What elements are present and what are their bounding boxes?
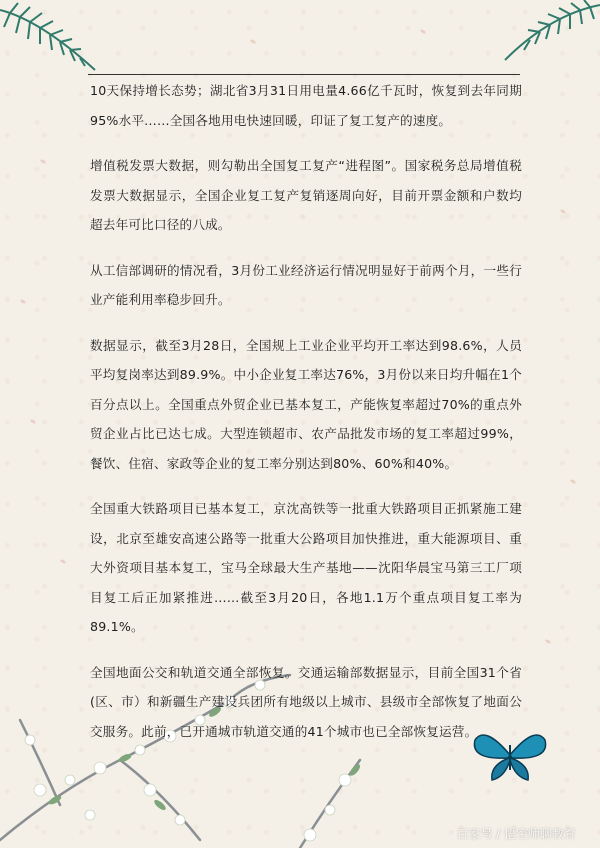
watermark: 百家号 / 悟空师聊教育 [456,827,576,841]
palm-leaf-top-right-icon [490,0,600,70]
paragraph-electricity: 10天保持增长态势；湖北省3月31日用电量4.66亿千瓦时，恢复到去年同期95%水平……全国各地用电快速回暖，印证了复工复产的速度。 [90,83,522,128]
article-body [90,76,522,762]
top-divider-line [88,74,520,75]
paragraph-vat-invoice: 增值税发票大数据，则勾勒出全国复工复产“进程图”。国家税务总局增值税发票大数据显示，全国企业复工复产复销逐周向好，目前开票金额和户数均超去年可比口径的八成。 [90,158,522,232]
paragraph-industry-data: 数据显示，截至3月28日，全国规上工业企业平均开工率达到98.6%，人员平均复岗率达到89.9%。中小企业复工率达76%，3月份以来日均升幅在1个百分点以上。全国重点外贸企业已基本复工，产能恢复率超过70%的重点外贸企业占比已达七成。大型连锁超市、农产品批发市场的复工率超过99%，餐饮、住宿、家政等企业的复工率分别达到80%、60%和40%。 [90,337,522,471]
paragraph-miit-survey: 从工信部调研的情况看，3月份工业经济运行情况明显好于前两个月，一些行业产能利用率稳步回升。 [90,262,522,307]
paragraph-key-projects: 全国重大铁路项目已基本复工，京沈高铁等一批重大铁路项目正抓紧施工建设，北京至雄安高速公路等一批重大公路项目加快推进，重大能源项目、重大外资项目基本复工，宝马全球最大生产基地——沈阳华晨宝马第三工厂项目复工后正加紧推进……截至3月20日，各地1.1万个重点项目复工率为89.1%。 [90,501,522,634]
paragraph-public-transport: 全国地面公交和轨道交通全部恢复。交通运输部数据显示，目前全国31个省(区、市）和新疆生产建设兵团所有地级以上城市、县级市全部恢复了地面公交服务。此前，已开通城市轨道交通的41个城市也已全部恢复运营。 [90,664,522,739]
palm-leaf-top-left-icon [0,0,110,80]
